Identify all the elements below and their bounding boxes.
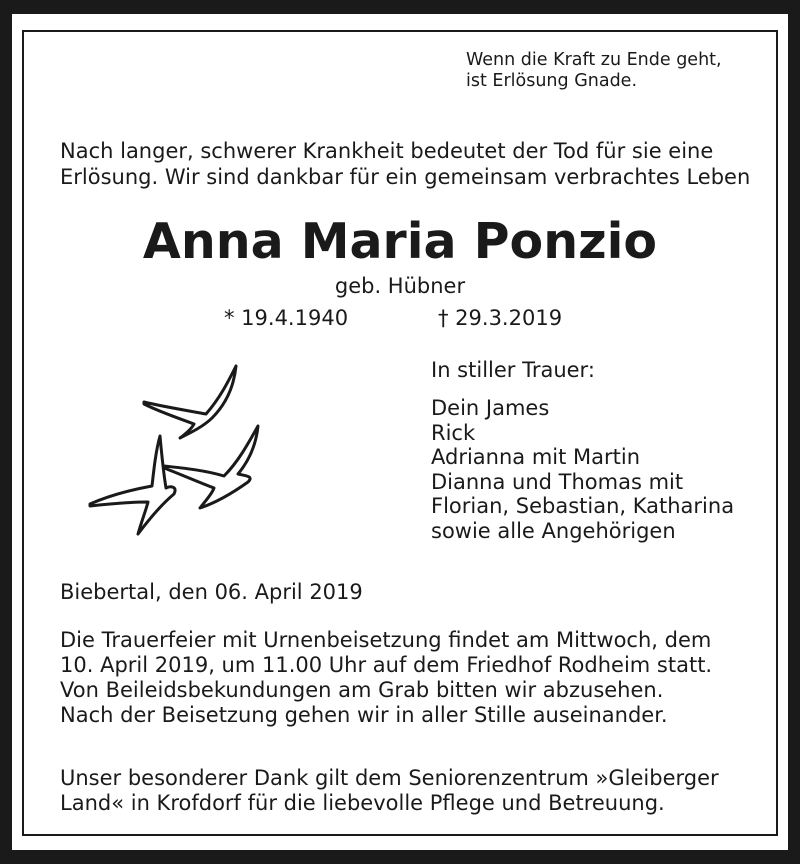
place-date: Biebertal, den 06. April 2019: [60, 580, 363, 604]
bird-right-icon: [164, 426, 258, 508]
thanks-line-2: Land« in Krofdorf für die liebevolle Pflege und Betreuung.: [60, 791, 665, 815]
intro-line-2: Erlösung. Wir sind dankbar für ein gemeinsam verbrachtes Leben: [60, 165, 751, 189]
ceremony-line-3: Von Beileidsbekundungen am Grab bitten wir abzusehen.: [60, 678, 664, 702]
thanks-line-1: Unser besonderer Dank gilt dem Seniorenzentrum »Gleiberger: [60, 766, 719, 790]
flying-birds-icon: [88, 358, 268, 542]
motto: [466, 50, 722, 92]
deceased-name: Anna Maria Ponzio: [142, 213, 658, 270]
ceremony-line-4: Nach der Beisetzung gehen wir in aller Stille auseinander.: [60, 703, 668, 727]
mourner-2: Rick: [431, 420, 476, 445]
birth-date: * 19.4.1940: [224, 306, 349, 330]
ceremony-line-1: Die Trauerfeier mit Urnenbeisetzung findet am Mittwoch, dem: [60, 628, 712, 652]
mourners-list: [431, 396, 734, 543]
thanks-note: [60, 766, 719, 816]
mourner-4: Dianna und Thomas mit: [431, 469, 684, 494]
mourning-heading: In stiller Trauer:: [431, 358, 595, 382]
maiden-name: geb. Hübner: [334, 274, 466, 298]
death-date: † 29.3.2019: [438, 306, 563, 330]
ceremony-line-2: 10. April 2019, um 11.00 Uhr auf dem Friedhof Rodheim statt.: [60, 653, 713, 677]
mourner-6: sowie alle Angehörigen: [431, 518, 676, 543]
motto-line-1: Wenn die Kraft zu Ende geht,: [466, 50, 722, 70]
bird-top-icon: [144, 366, 236, 438]
bird-left-icon: [90, 436, 175, 534]
motto-line-2: ist Erlösung Gnade.: [466, 71, 638, 91]
intro-text: [60, 138, 751, 190]
mourner-5: Florian, Sebastian, Katharina: [431, 494, 735, 518]
ceremony-info: [60, 628, 712, 728]
mourner-1: Dein James: [431, 396, 550, 420]
intro-line-1: Nach langer, schwerer Krankheit bedeutet der Tod für sie eine: [60, 139, 714, 163]
mourner-3: Adrianna mit Martin: [431, 445, 641, 469]
